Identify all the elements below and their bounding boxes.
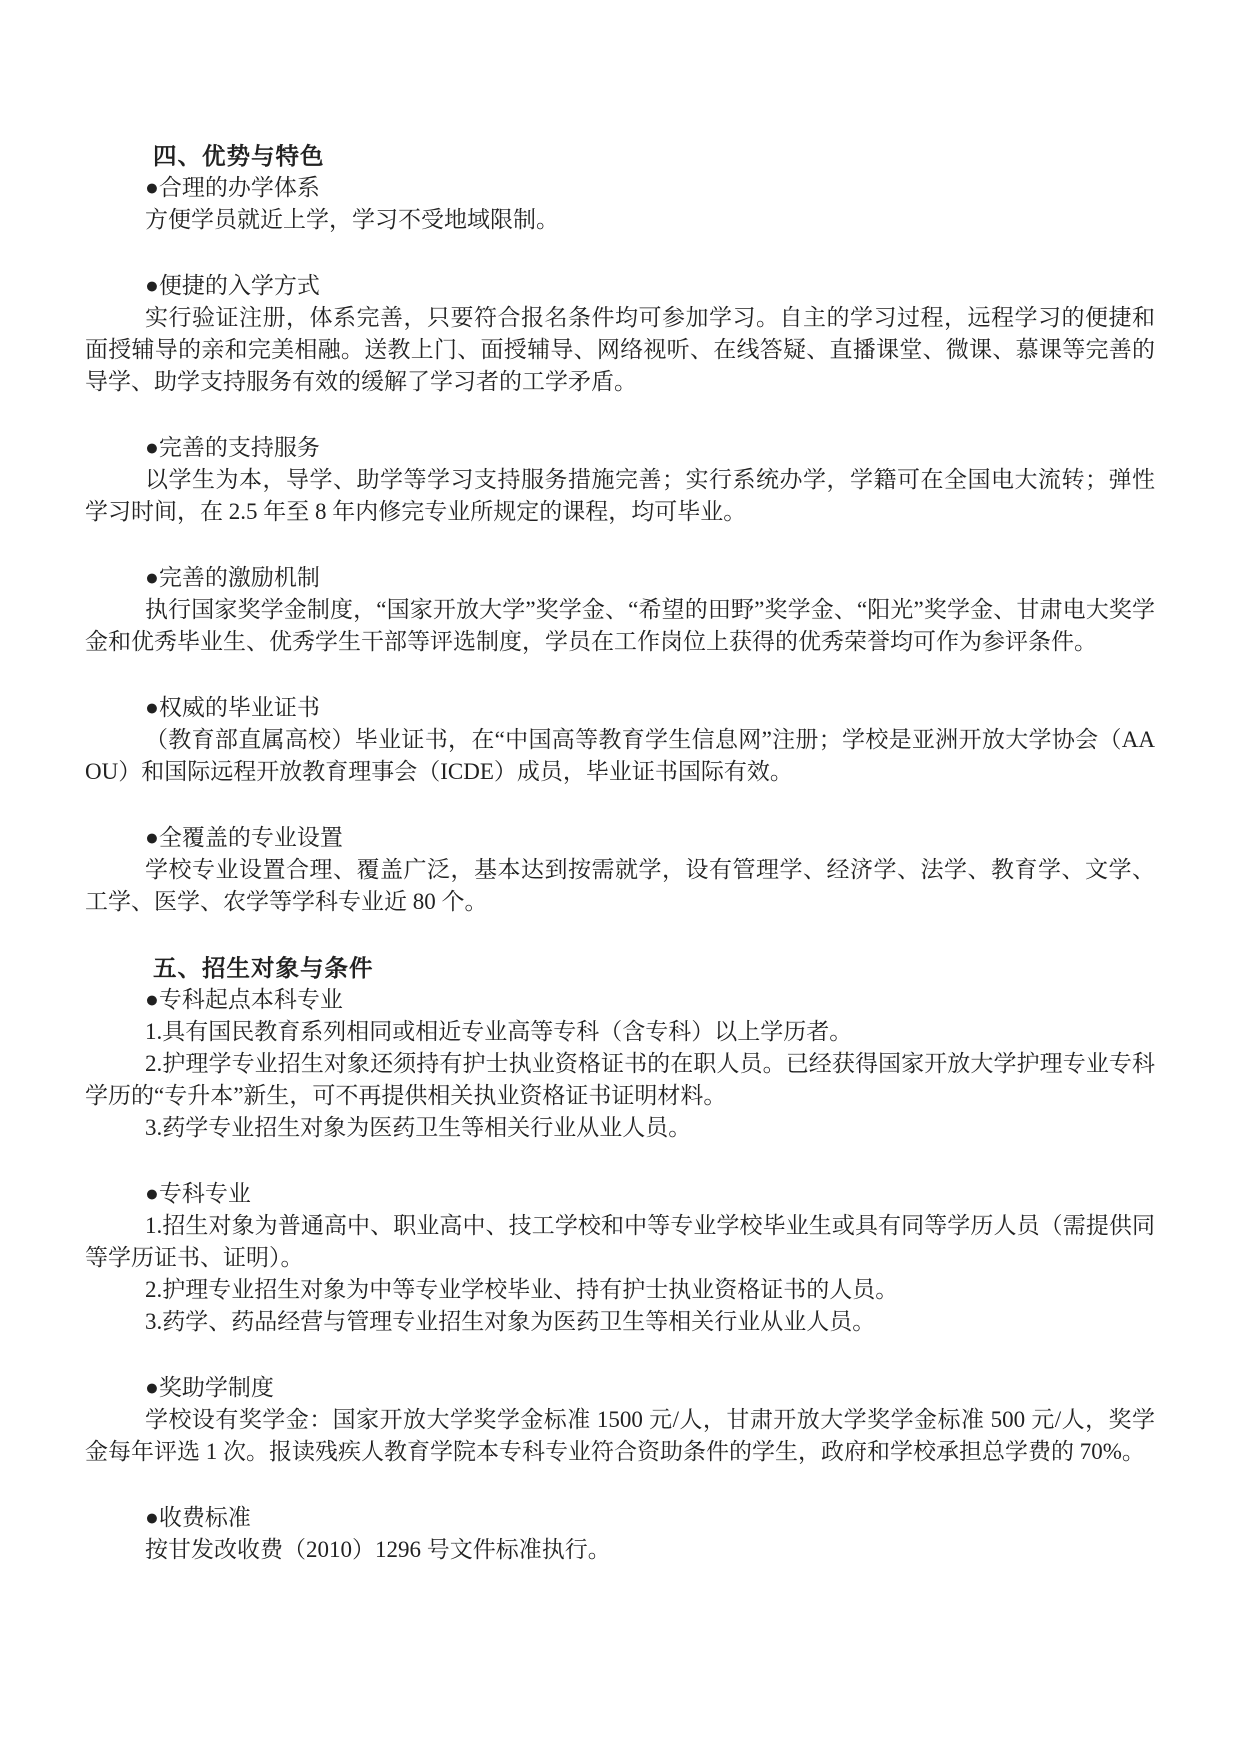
paragraph-upgrade-item-3: 3.药学专业招生对象为医药卫生等相关行业从业人员。 [145, 1115, 692, 1140]
paragraph-upgrade-item-2: 2.护理学专业招生对象还须持有护士执业资格证书的在职人员。已经获得国家开放大学护理专业专科学历的“专升本”新生，可不再提供相关执业资格证书证明材料。 [85, 1051, 1155, 1108]
paragraph-full-coverage-majors: 学校专业设置合理、覆盖广泛，基本达到按需就学，设有管理学、经济学、法学、教育学、文学、工学、医学、农学等学科专业近 80 个。 [85, 857, 1155, 914]
paragraph-authoritative-diploma: （教育部直属高校）毕业证书，在“中国高等教育学生信息网”注册；学校是亚洲开放大学协会（AAOU）和国际远程开放教育理事会（ICDE）成员，毕业证书国际有效。 [85, 727, 1155, 784]
paragraph-upgrade-item-1: 1.具有国民教育系列相同或相近专业高等专科（含专科）以上学历者。 [145, 1019, 853, 1044]
bullet-title-convenient-enrollment: ●便捷的入学方式 [145, 273, 320, 298]
paragraph-support-services: 以学生为本，导学、助学等学习支持服务措施完善；实行系统办学，学籍可在全国电大流转；弹性学习时间，在 2.5 年至 8 年内修完专业所规定的课程，均可毕业。 [85, 467, 1155, 524]
paragraph-incentive-mechanism: 执行国家奖学金制度，“国家开放大学”奖学金、“希望的田野”奖学金、“阳光”奖学金、甘肃电大奖学金和优秀毕业生、优秀学生干部等评选制度，学员在工作岗位上获得的优秀荣誉均可作为参评条件。 [85, 597, 1155, 654]
bullet-title-junior-college-majors: ●专科专业 [145, 1181, 251, 1206]
section-heading-advantages: 四、优势与特色 [153, 143, 325, 169]
bullet-title-scholarship-system: ●奖助学制度 [145, 1375, 274, 1400]
bullet-title-support-services: ●完善的支持服务 [145, 435, 320, 460]
paragraph-reasonable-school-system: 方便学员就近上学，学习不受地域限制。 [145, 207, 559, 232]
paragraph-junior-item-1: 1.招生对象为普通高中、职业高中、技工学校和中等专业学校毕业生或具有同等学历人员（需提供同等学历证书、证明）。 [85, 1213, 1155, 1270]
bullet-title-full-coverage-majors: ●全覆盖的专业设置 [145, 825, 343, 850]
bullet-title-authoritative-diploma: ●权威的毕业证书 [145, 695, 320, 720]
bullet-title-upgrade-bachelor-majors: ●专科起点本科专业 [145, 987, 343, 1012]
paragraph-junior-item-2: 2.护理专业招生对象为中等专业学校毕业、持有护士执业资格证书的人员。 [145, 1277, 899, 1302]
bullet-title-incentive-mechanism: ●完善的激励机制 [145, 565, 320, 590]
paragraph-scholarship-system: 学校设有奖学金：国家开放大学奖学金标准 1500 元/人，甘肃开放大学奖学金标准 500 元/人，奖学金每年评选 1 次。报读残疾人教育学院本专科专业符合资助条件的学生，政府和学校承担总学费的 70%。 [85, 1407, 1155, 1464]
paragraph-junior-item-3: 3.药学、药品经营与管理专业招生对象为医药卫生等相关行业从业人员。 [145, 1309, 876, 1334]
paragraph-fee-standard: 按甘发改收费（2010）1296 号文件标准执行。 [145, 1537, 611, 1562]
paragraph-convenient-enrollment: 实行验证注册，体系完善，只要符合报名条件均可参加学习。自主的学习过程，远程学习的便捷和面授辅导的亲和完美相融。送教上门、面授辅导、网络视听、在线答疑、直播课堂、微课、慕课等完善的导学、助学支持服务有效的缓解了学习者的工学矛盾。 [85, 305, 1155, 394]
section-heading-enrollment-conditions: 五、招生对象与条件 [153, 955, 374, 981]
bullet-title-fee-standard: ●收费标准 [145, 1505, 251, 1530]
bullet-title-reasonable-school-system: ●合理的办学体系 [145, 175, 320, 200]
